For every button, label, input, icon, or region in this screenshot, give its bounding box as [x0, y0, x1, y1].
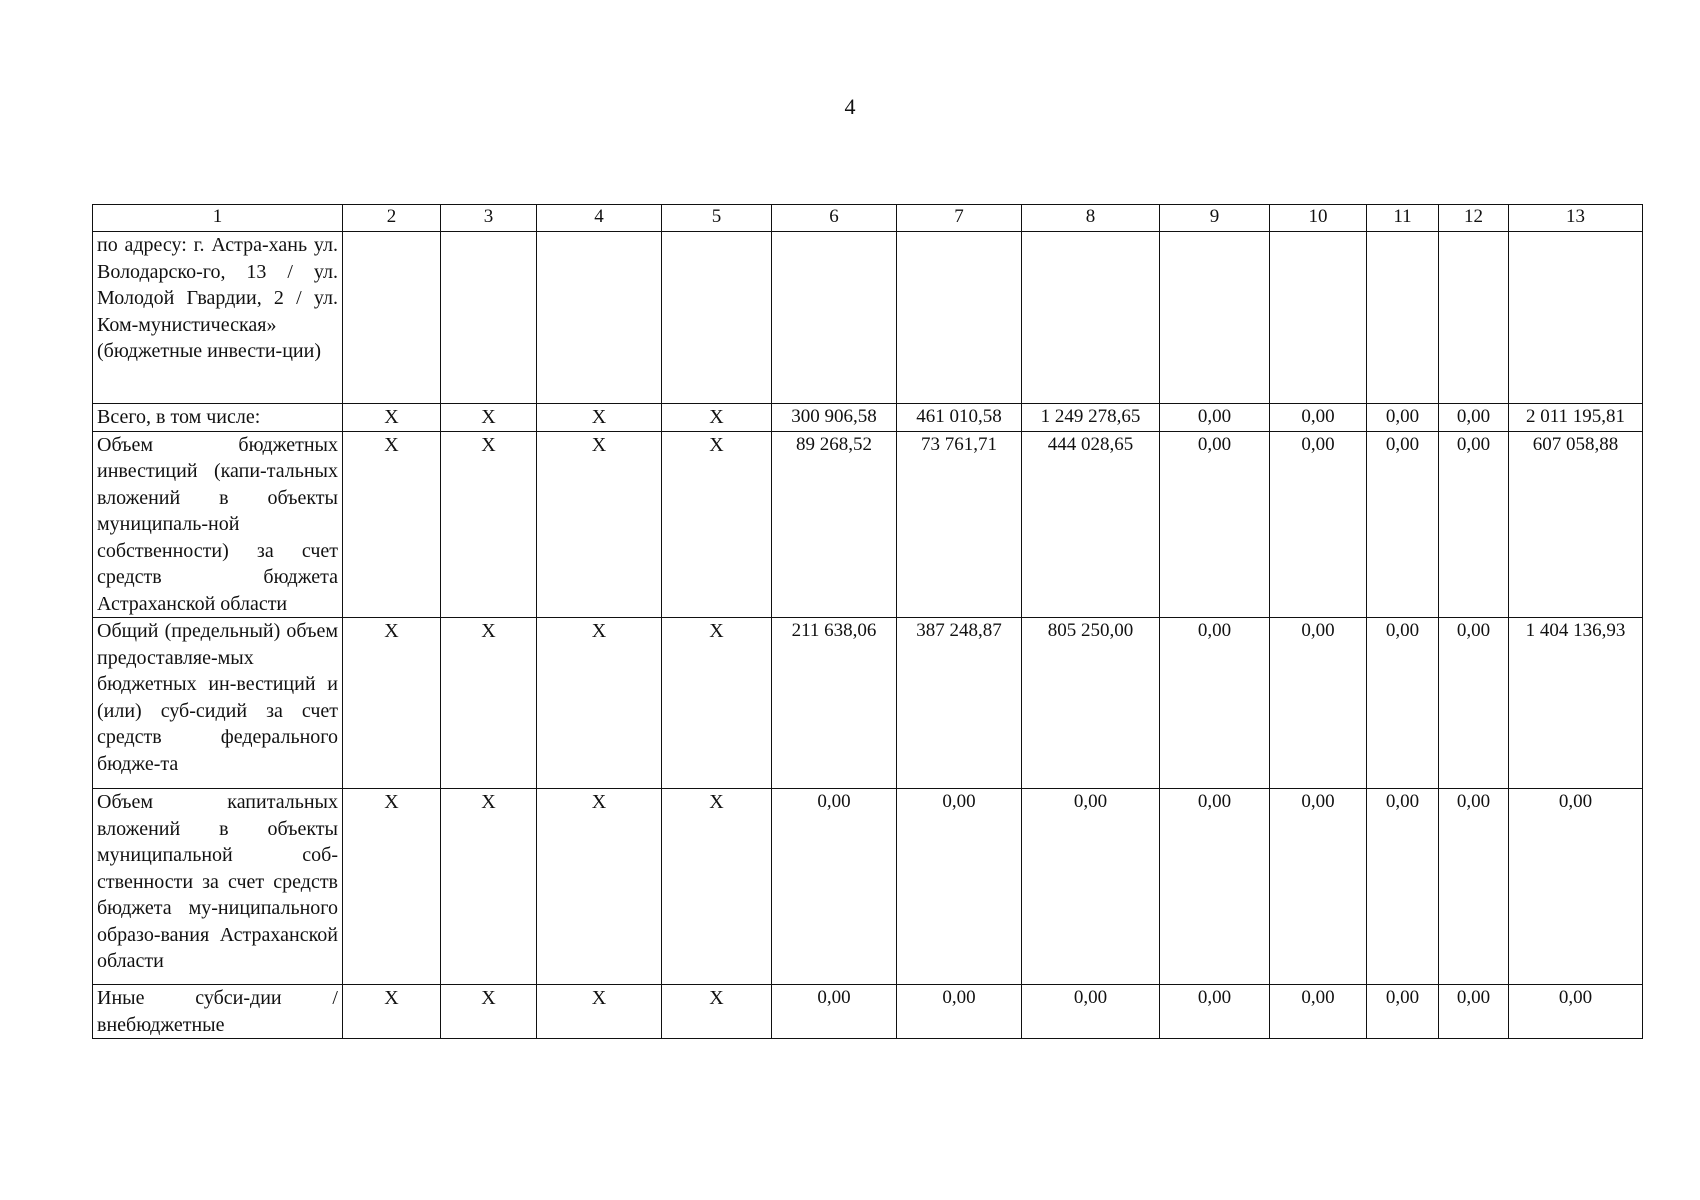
table-row: [93, 618, 1643, 789]
amount-cell: 0,00: [1509, 789, 1643, 985]
amount-cell: 89 268,52: [772, 431, 897, 618]
marker-cell: X: [537, 789, 662, 985]
amount-cell: 0,00: [1367, 789, 1439, 985]
amount-cell: [1367, 232, 1439, 404]
column-number-4: 4: [537, 205, 662, 232]
column-number-12: 12: [1439, 205, 1509, 232]
amount-cell: 607 058,88: [1509, 431, 1643, 618]
marker-cell: X: [662, 789, 772, 985]
amount-cell: 0,00: [1367, 404, 1439, 432]
column-number-1: 1: [93, 205, 343, 232]
amount-cell: [1160, 232, 1270, 404]
amount-cell: 0,00: [1022, 789, 1160, 985]
marker-cell: X: [441, 789, 537, 985]
table-row: [93, 789, 1643, 985]
marker-cell: X: [537, 985, 662, 1039]
column-number-11: 11: [1367, 205, 1439, 232]
marker-cell: X: [441, 618, 537, 789]
amount-cell: 0,00: [1160, 985, 1270, 1039]
marker-cell: X: [662, 431, 772, 618]
amount-cell: 0,00: [1160, 789, 1270, 985]
marker-cell: X: [662, 618, 772, 789]
marker-cell: X: [537, 404, 662, 432]
amount-cell: [772, 232, 897, 404]
amount-cell: 0,00: [897, 985, 1022, 1039]
amount-cell: 0,00: [1439, 789, 1509, 985]
amount-cell: 0,00: [1367, 431, 1439, 618]
amount-cell: 0,00: [772, 985, 897, 1039]
amount-cell: 0,00: [1439, 431, 1509, 618]
amount-cell: 0,00: [1439, 618, 1509, 789]
amount-cell: 73 761,71: [897, 431, 1022, 618]
column-number-2: 2: [343, 205, 441, 232]
table-row: [93, 232, 1643, 404]
amount-cell: [1509, 232, 1643, 404]
amount-cell: [897, 232, 1022, 404]
amount-cell: 461 010,58: [897, 404, 1022, 432]
amount-cell: 0,00: [1270, 789, 1367, 985]
amount-cell: [1022, 232, 1160, 404]
column-number-10: 10: [1270, 205, 1367, 232]
amount-cell: 0,00: [1160, 431, 1270, 618]
table-body: [93, 205, 1643, 1039]
amount-cell: 0,00: [1439, 404, 1509, 432]
marker-cell: X: [537, 431, 662, 618]
column-number-6: 6: [772, 205, 897, 232]
amount-cell: 387 248,87: [897, 618, 1022, 789]
marker-cell: X: [343, 431, 441, 618]
amount-cell: 300 906,58: [772, 404, 897, 432]
amount-cell: 0,00: [1509, 985, 1643, 1039]
header-row: [93, 205, 1643, 232]
amount-cell: 0,00: [1270, 985, 1367, 1039]
amount-cell: 0,00: [1270, 431, 1367, 618]
amount-cell: 0,00: [1160, 404, 1270, 432]
row-label: по адресу: г. Астра-хань ул. Володарско-го, 13 / ул. Молодой Гвардии, 2 / ул. Ком-мунистическая» (бюджетные инвести-ции): [93, 232, 343, 404]
marker-cell: X: [537, 618, 662, 789]
column-number-5: 5: [662, 205, 772, 232]
column-number-13: 13: [1509, 205, 1643, 232]
row-label: Объем капитальных вложений в объекты муниципальной соб-ственности за счет средств бюджета му-ниципального образо-вания Астраханской области: [93, 789, 343, 985]
row-label: Общий (предельный) объем предоставляе-мых бюджетных ин-вестиций и (или) суб-сидий за счет средств федерального бюдже-та: [93, 618, 343, 789]
row-label: Объем бюджетных инвестиций (капи-тальных вложений в объекты муниципаль-ной собственности) за счет средств бюджета Астраханской области: [93, 431, 343, 618]
marker-cell: X: [343, 404, 441, 432]
amount-cell: 0,00: [1160, 618, 1270, 789]
marker-cell: X: [441, 404, 537, 432]
amount-cell: 211 638,06: [772, 618, 897, 789]
marker-cell: X: [662, 404, 772, 432]
marker-cell: [537, 232, 662, 404]
amount-cell: 805 250,00: [1022, 618, 1160, 789]
amount-cell: 0,00: [1367, 618, 1439, 789]
row-label: Всего, в том числе:: [93, 404, 343, 432]
amount-cell: 0,00: [1439, 985, 1509, 1039]
amount-cell: [1270, 232, 1367, 404]
row-label: Иные субси-дии / внебюджетные: [93, 985, 343, 1039]
marker-cell: [441, 232, 537, 404]
budget-table: [92, 204, 1643, 1039]
amount-cell: 0,00: [897, 789, 1022, 985]
amount-cell: 0,00: [1367, 985, 1439, 1039]
amount-cell: 2 011 195,81: [1509, 404, 1643, 432]
marker-cell: X: [343, 789, 441, 985]
amount-cell: [1439, 232, 1509, 404]
amount-cell: 0,00: [1270, 618, 1367, 789]
column-number-3: 3: [441, 205, 537, 232]
marker-cell: X: [662, 985, 772, 1039]
column-number-9: 9: [1160, 205, 1270, 232]
amount-cell: 1 249 278,65: [1022, 404, 1160, 432]
amount-cell: 0,00: [772, 789, 897, 985]
amount-cell: 0,00: [1270, 404, 1367, 432]
column-number-7: 7: [897, 205, 1022, 232]
amount-cell: 1 404 136,93: [1509, 618, 1643, 789]
table-row: [93, 431, 1643, 618]
marker-cell: [662, 232, 772, 404]
marker-cell: X: [343, 618, 441, 789]
marker-cell: X: [343, 985, 441, 1039]
marker-cell: X: [441, 431, 537, 618]
table-row: [93, 404, 1643, 432]
marker-cell: [343, 232, 441, 404]
amount-cell: 0,00: [1022, 985, 1160, 1039]
column-number-8: 8: [1022, 205, 1160, 232]
page-number: 4: [844, 94, 856, 119]
table-row: [93, 985, 1643, 1039]
amount-cell: 444 028,65: [1022, 431, 1160, 618]
marker-cell: X: [441, 985, 537, 1039]
